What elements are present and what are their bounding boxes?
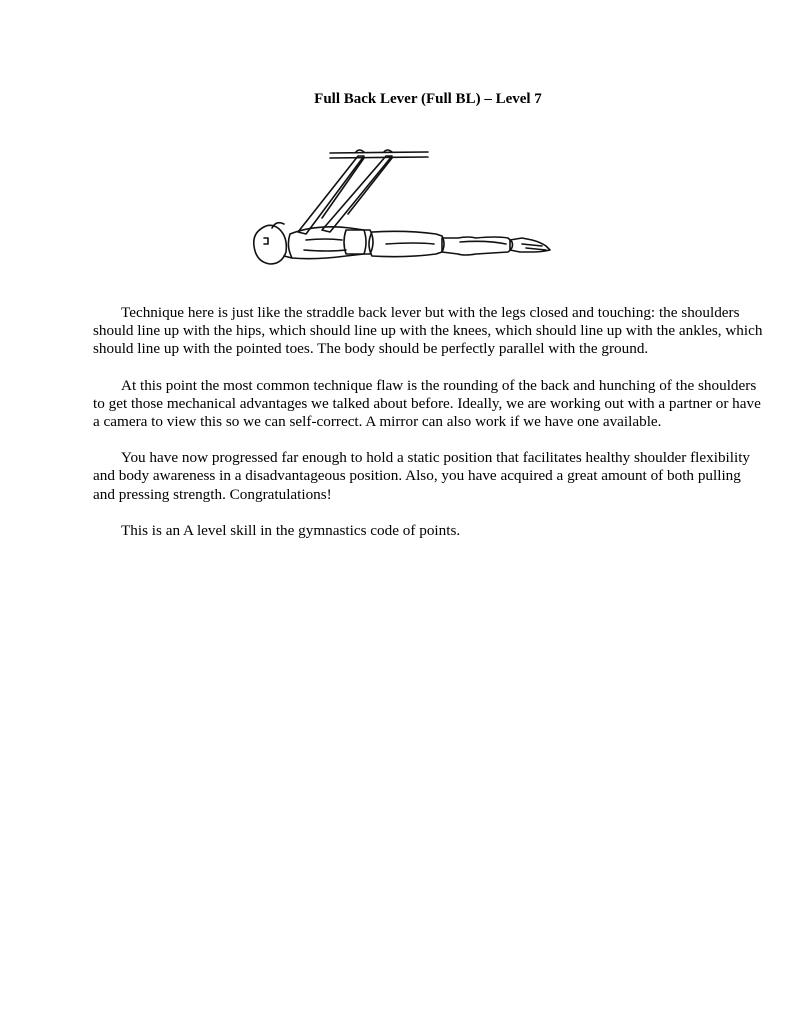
arms-icon — [298, 150, 392, 234]
feet-icon — [510, 238, 550, 252]
head-icon — [254, 223, 292, 264]
legs-icon — [442, 237, 513, 255]
paragraph-technique-flaw: At this point the most common technique flaw is the rounding of the back and hunching of the shoulders to get those mechanical advantages we talked about before. Ideally, we are working out with a partner or have a camera to view this so we can self-correct. A mirror can also work if we have one available. — [93, 376, 761, 431]
paragraph-progress: You have now progressed far enough to hold a static position that facilitates healthy shoulder flexibility and body awareness in a disadvantageous position. Also, you have acquired a great amount of both pulling and pressing strength. Congratulations! — [93, 449, 751, 503]
back-lever-figure-illustration — [246, 146, 552, 268]
body-text — [93, 304, 765, 558]
page-title: Full Back Lever (Full BL) – Level 7 — [314, 91, 542, 107]
paragraph-skill-level: This is an A level skill in the gymnastics code of points. — [121, 521, 461, 539]
paragraph-technique: Technique here is just like the straddle back lever but with the legs closed and touching: the shoulders should line up with the hips, which should line up with the knees, which should line up with the ankles, which should line up with the pointed toes. The body should be perfectly parallel with the ground. — [93, 304, 763, 358]
bar-icon — [330, 152, 428, 158]
thighs-icon — [369, 231, 444, 256]
